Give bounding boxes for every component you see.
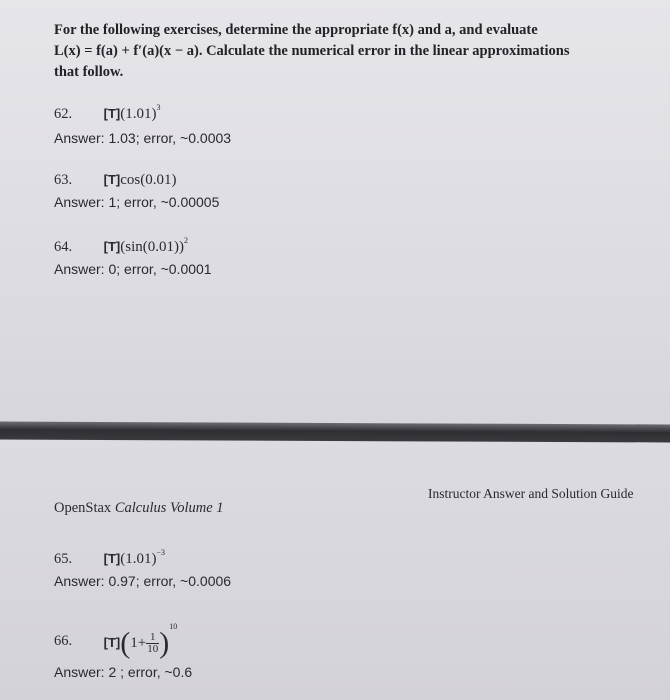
- exercise-number: 64.: [54, 239, 73, 255]
- exercise-tag: [T]: [103, 635, 121, 650]
- exercise-expression: (1.01): [120, 551, 157, 567]
- instructions: [54, 20, 654, 83]
- page-divider: [0, 422, 670, 443]
- book-publisher: OpenStax: [54, 500, 115, 516]
- exercise-expression: (sin(0.01)): [120, 239, 184, 255]
- instructions-line-3: that follow.: [54, 64, 124, 80]
- exercise-tag: [T]: [103, 239, 121, 254]
- page-bottom: [0, 440, 670, 700]
- exercise-expression: 1+: [130, 635, 147, 651]
- exercise-62: [54, 103, 160, 123]
- exercise-65: [54, 548, 165, 568]
- book-title: [54, 500, 224, 517]
- exercise-expression: (1.01): [120, 106, 157, 122]
- answer-64: Answer: 0; error, ~0.0001: [54, 261, 212, 277]
- exercise-tag: [T]: [103, 172, 121, 187]
- exercise-tag: [T]: [103, 551, 121, 566]
- answer-66: Answer: 2 ; error, ~0.6: [54, 664, 193, 680]
- exercise-tag: [T]: [103, 106, 121, 121]
- answer-63: Answer: 1; error, ~0.00005: [54, 194, 220, 210]
- exercise-power: −3: [156, 548, 165, 557]
- exercise-number: 65.: [54, 551, 73, 567]
- fraction-numerator: 1: [146, 632, 159, 644]
- exercise-64: [54, 236, 188, 256]
- exercise-power: 3: [156, 103, 161, 112]
- exercise-power: 2: [183, 236, 188, 245]
- exercise-66: [54, 622, 177, 661]
- guide-title: Instructor Answer and Solution Guide: [428, 486, 634, 501]
- exercise-63: [54, 172, 176, 189]
- answer-65: Answer: 0.97; error, ~0.0006: [54, 573, 232, 589]
- answer-62: Answer: 1.03; error, ~0.0003: [54, 130, 232, 146]
- instructions-line-2: L(x) = f(a) + f′(a)(x − a). Calculate the numerical error in the linear approximations: [54, 43, 570, 59]
- exercise-expression: cos(0.01): [120, 172, 177, 188]
- fraction-denominator: 10: [147, 643, 159, 656]
- instructions-line-1: For the following exercises, determine the appropriate f(x) and a, and evaluate: [54, 22, 538, 38]
- book-name: Calculus Volume 1: [114, 500, 224, 516]
- right-paren: ): [159, 626, 170, 660]
- exercise-number: 63.: [54, 172, 73, 188]
- exercise-number: 62.: [54, 106, 73, 122]
- exercise-number: 66.: [54, 632, 73, 649]
- left-paren: (: [120, 626, 131, 660]
- fraction: [146, 632, 159, 655]
- exercise-power: 10: [169, 622, 178, 631]
